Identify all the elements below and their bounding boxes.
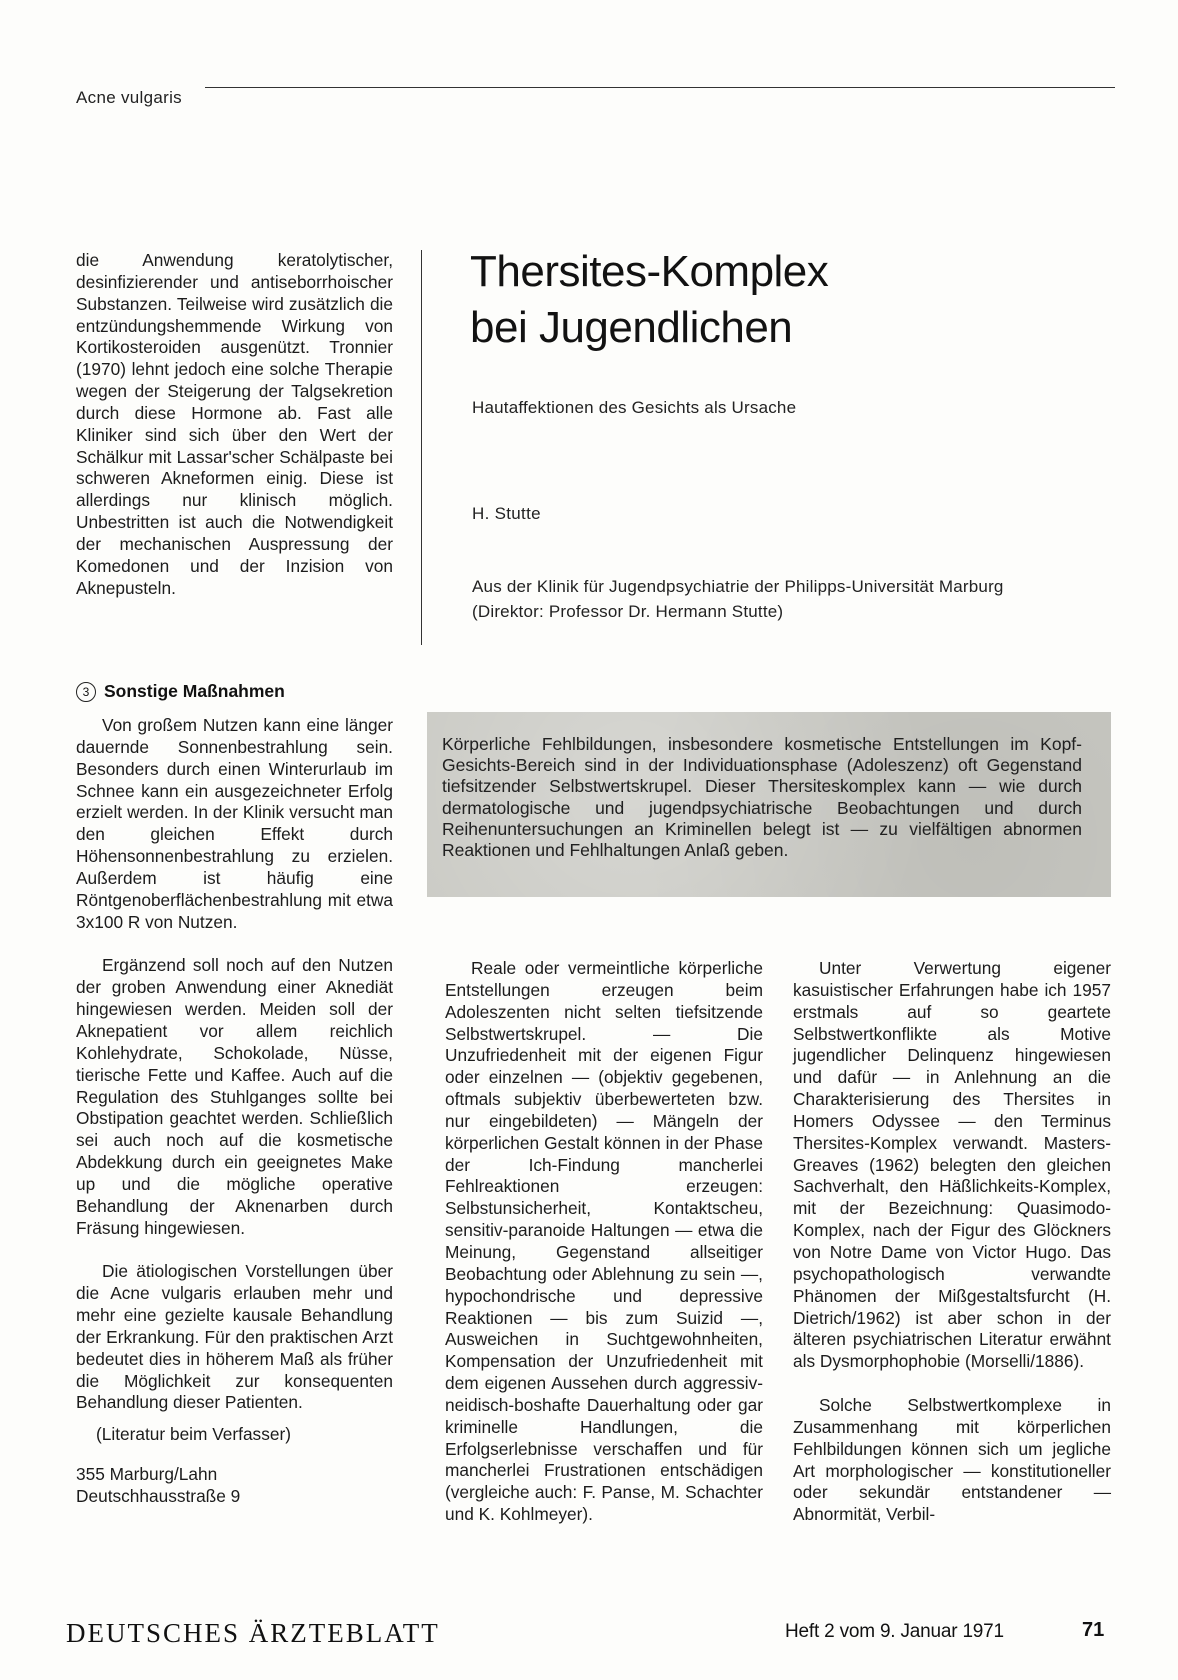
paragraph: Reale oder vermeintliche körperliche Entstellungen erzeugen beim Adoleszenten nicht selten tiefsitzende Selbstwertskrupel. — Die Unzufriedenheit mit der eigenen Figur oder einzelnen — (objektiv gegebenen, oftmals subjektiv überbewerteten bzw. nur eingebildeten) — Mängeln der körperlichen Gestalt können in der Phase der Ich-Findung mancherlei Fehlreaktionen erzeugen: Selbstunsicherheit, Kontaktscheu, sensitiv-paranoide Haltungen — etwa die Meinung, Gegenstand allseitiger Beobachtung oder Ablehnung zu sein —, hypochondrische und depressive Reaktionen — bis zum Suizid —, Ausweichen in Suchtgewohnheiten, Kompensation der Unzufriedenheit mit dem eigenen Aussehen durch aggressiv-neidisch-boshafte Dauerhaltung oder gar kriminelle Handlungen, die Erfolgserlebnisse verschaffen und für mancherlei Frustrationen entschädigen (vergleiche auch: F. Panse, M. Schachter und K. Kohlmeyer). (445, 958, 763, 1525)
section-heading-text: Sonstige Maßnahmen (104, 681, 285, 701)
literature-note: (Literatur beim Verfasser) (96, 1424, 291, 1445)
paragraph: Von großem Nutzen kann eine länger dauernde Sonnenbestrahlung sein. Besonders durch einen Winterurlaub im Schnee kann ein ausgezeichneter Erfolg erzielt werden. In der Klinik versucht man den gleichen Effekt durch Höhensonnenbestrahlung zu erzielen. Außerdem ist häufig eine Röntgenoberflächenbestrahlung mit etwa 3x100 R von Nutzen. (76, 715, 393, 932)
article-title (470, 244, 1110, 356)
title-line: Thersites-Komplex (470, 247, 829, 296)
page-number: 71 (1082, 1619, 1105, 1641)
journal-name: DEUTSCHES ÄRZTEBLATT (66, 1618, 440, 1648)
issue-info: Heft 2 vom 9. Januar 1971 (785, 1621, 1004, 1642)
right-column (793, 958, 1111, 1526)
address-line: Deutschhausstraße 9 (76, 1486, 241, 1506)
affiliation-line: Aus der Klinik für Jugendpsychiatrie der Philipps-Universität Marburg (472, 577, 1004, 596)
paragraph: die Anwendung keratolytischer, desinfizierender und antiseborrhoischer Substanzen. Teilweise wird zusätzlich die entzündungshemmende Wirkung von Kortikosteroiden ausgenützt. Tronnier (1970) lehnt jedoch eine solche Therapie wegen der Steigerung der Talgsekretion durch diese Hormone ab. Fast alle Kliniker sind sich über den Wert der Schälkur mit Lassar'scher Schälpaste bei schweren Akneformen einig. Diese ist allerdings nur klinisch möglich. Unbestritten ist auch die Notwendigkeit der mechanischen Auspressung der Komedonen und der Inzision von Aknepusteln. (76, 250, 393, 598)
article-subtitle: Hautaffektionen des Gesichts als Ursache (472, 398, 797, 417)
paragraph: Unter Verwertung eigener kasuistischer Erfahrungen habe ich 1957 erstmals auf so geartete Selbstwertkonflikte als Motive jugendlicher Delinquenz hingewiesen und dafür — in Anlehnung an die Charakterisierung des Thersites in Homers Odyssee — den Terminus Thersites-Komplex verwandt. Masters-Greaves (1962) belegten den gleichen Sachverhalt, den Häßlichkeits-Komplex, mit der Bezeichnung: Quasimodo-Komplex, nach der Figur des Glöckners von Notre Dame von Victor Hugo. Das psychopathologisch verwandte Phänomen der Mißgestaltsfurcht (H. Dietrich/1962) ist aber schon in der älteren psychiatrischen Literatur erwähnt als Dysmorphophobie (Morselli/1886). (793, 958, 1111, 1372)
paragraph: Ergänzend soll noch auf den Nutzen der groben Anwendung einer Aknediät hingewiesen werden. Meiden soll der Aknepatient vor allem reichlich Kohlehydrate, Schokolade, Nüsse, tierische Fette und Kaffee. Auch auf die Regulation des Stuhlganges sollte bei Obstipation geachtet werden. Schließlich sei auch noch auf die kosmetische Abdekkung durch ein geeignetes Make up und die mögliche operative Behandlung der Aknenarben durch Fräsung hingewiesen. (76, 955, 393, 1238)
left-column-top (76, 250, 393, 600)
title-line: bei Jugendlichen (470, 303, 793, 352)
section-number: 3 (76, 682, 96, 702)
author-affiliation (472, 574, 1112, 624)
article-author: H. Stutte (472, 504, 541, 523)
affiliation-line: (Direktor: Professor Dr. Hermann Stutte) (472, 602, 784, 621)
address-line: 355 Marburg/Lahn (76, 1464, 218, 1485)
paragraph: Solche Selbstwertkomplexe in Zusammenhang mit körperlichen Fehlbildungen können sich um jegliche Art morphologischer — konstitutioneller oder sekundär entstandener — Abnormität, Verbil- (793, 1395, 1111, 1525)
author-address (76, 1464, 393, 1508)
paragraph: Die ätiologischen Vorstellungen über die Acne vulgaris erlauben mehr und mehr eine gezielte kausale Behandlung der Erkrankung. Für den praktischen Arzt bedeutet dies in höherem Maß als früher die Möglichkeit zur konsequenten Behandlung dieser Patienten. (76, 1261, 393, 1413)
left-column-bottom (76, 715, 393, 1508)
middle-column (445, 958, 763, 1526)
abstract: Körperliche Fehlbildungen, insbesondere kosmetische Entstellungen im Kopf-Gesichts-Bereich sind in der Individuationsphase (Adoleszenz) oft Gegenstand tiefsitzender Selbstwertskrupel. Dieser Thersiteskomplex kann — wie durch dermatologische und jugendpsychiatrische Beobachtungen und durch Reihenuntersuchungen an Kriminellen belegt ist — zu vielfältigen abnormen Reaktionen und Fehlhaltungen Anlaß geben. (442, 734, 1082, 861)
section-heading (76, 681, 406, 702)
column-divider (421, 250, 422, 645)
header-rule (205, 87, 1115, 88)
running-head: Acne vulgaris (76, 88, 182, 107)
